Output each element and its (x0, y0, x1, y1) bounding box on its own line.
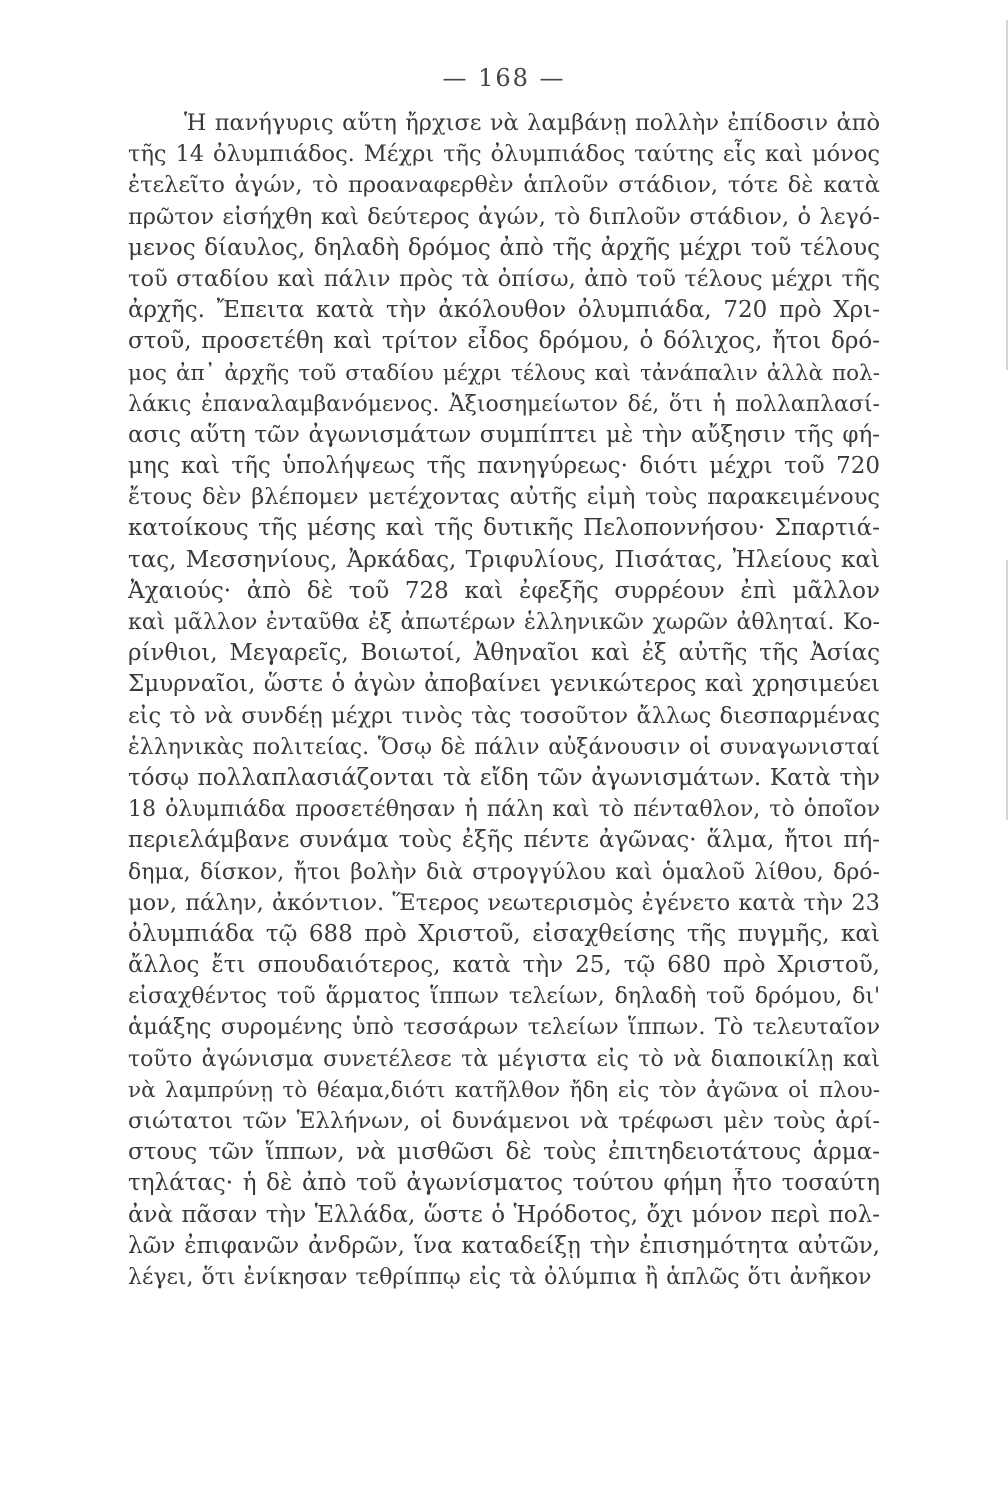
text-line: ασις αὕτη τῶν ἀγωνισμάτων συμπίπτει μὲ τὴν αὔξησιν τῆς φή- (128, 421, 880, 448)
text-line: τοῦ σταδίου καὶ πάλιν πρὸς τὰ ὀπίσω, ἀπὸ τοῦ τέλους μέχρι τῆς (128, 265, 880, 292)
text-line: τας, Μεσσηνίους, Ἀρκάδας, Τριφυλίους, Πισάτας, Ἠλείους καὶ (128, 546, 880, 573)
text-line: ἐτελεῖτο ἀγών, τὸ προαναφερθὲν ἁπλοῦν στάδιον, τότε δὲ κατὰ (128, 172, 880, 199)
text-line: στοῦ, προσετέθη καὶ τρίτον εἶδος δρόμου, ὁ δόλιχος, ἤτοι δρό- (128, 328, 880, 355)
text-line: τοῦτο ἀγώνισμα συνετέλεσε τὰ μέγιστα εἰς τὸ νὰ διαποικίλῃ καὶ (128, 1046, 880, 1072)
text-line: καὶ μᾶλλον ἐνταῦθα ἐξ ἀπωτέρων ἑλληνικῶν χωρῶν ἀθληταί. Κο- (128, 610, 880, 635)
text-line: Ἡ πανήγυρις αὕτη ἤρχισε νὰ λαμβάνῃ πολλὴν ἐπίδοσιν ἀπὸ (184, 110, 880, 136)
text-line: τῆς 14 ὀλυμπιάδος. Μέχρι τῆς ὀλυμπιάδος ταύτης εἷς καὶ μόνος (128, 141, 880, 168)
text-line: περιελάμβανε συνάμα τοὺς ἐξῆς πέντε ἀγῶνας· ἅλμα, ἤτοι πή- (128, 827, 880, 854)
text-line: δημα, δίσκον, ἤτοι βολὴν διὰ στρογγύλου καὶ ὁμαλοῦ λίθου, δρό- (128, 859, 880, 885)
text-line: κατοίκους τῆς μέσης καὶ τῆς δυτικῆς Πελοποννήσου· Σπαρτιά- (128, 515, 880, 542)
text-line: τόσῳ πολλαπλασιάζονται τὰ εἴδη τῶν ἀγωνισμάτων. Κατὰ τὴν (128, 764, 880, 791)
text-line: λάκις ἐπαναλαμβανόμενος. Ἀξιοσημείωτον δέ, ὅτι ἡ πολλαπλασί- (128, 391, 880, 417)
text-line: λέγει, ὅτι ἐνίκησαν τεθρίππῳ εἰς τὰ ὀλύμπια ἢ ἁπλῶς ὅτι ἀνῆκον (128, 1264, 872, 1290)
text-line: μενος δίαυλος, δηλαδὴ δρόμος ἀπὸ τῆς ἀρχῆς μέχρι τοῦ τέλους (128, 234, 880, 261)
text-line: μον, πάλην, ἀκόντιον. Ἕτερος νεωτερισμὸς ἐγένετο κατὰ τὴν 23 (128, 889, 880, 916)
body-text (128, 108, 880, 1293)
text-line: μος ἀπ᾽ ἀρχῆς τοῦ σταδίου μέχρι τέλους καὶ τἀνάπαλιν ἀλλὰ πολ- (128, 360, 880, 386)
text-line: λῶν ἐπιφανῶν ἀνδρῶν, ἵνα καταδείξῃ τὴν ἐπισημότητα αὐτῶν, (128, 1232, 880, 1259)
text-line: εἰσαχθέντος τοῦ ἅρματος ἵππων τελείων, δηλαδὴ τοῦ δρόμου, δι' (128, 984, 880, 1010)
text-line: νὰ λαμπρύνῃ τὸ θέαμα,διότι κατῆλθον ἤδη εἰς τὸν ἀγῶνα οἱ πλου- (128, 1077, 880, 1103)
text-line: 18 ὀλυμπιάδα προσετέθησαν ἡ πάλη καὶ τὸ πένταθλον, τὸ ὁποῖον (128, 797, 880, 823)
text-line: ἀνὰ πᾶσαν τὴν Ἑλλάδα, ὥστε ὁ Ἡρόδοτος, ὄχι μόνον περὶ πολ- (128, 1201, 880, 1228)
text-line: στους τῶν ἵππων, νὰ μισθῶσι δὲ τοὺς ἐπιτηδειοτάτους ἁρμα- (128, 1139, 880, 1166)
page-number: — 168 — (442, 64, 566, 92)
text-line: ρίνθιοι, Μεγαρεῖς, Βοιωτοί, Ἀθηναῖοι καὶ ἐξ αὐτῆς τῆς Ἀσίας (128, 640, 880, 667)
text-line: ἁμάξης συρομένης ὑπὸ τεσσάρων τελείων ἵππων. Τὸ τελευταῖον (128, 1014, 880, 1041)
text-line: Ἀχαιούς· ἀπὸ δὲ τοῦ 728 καὶ ἐφεξῆς συρρέουν ἐπὶ μᾶλλον (128, 577, 880, 604)
text-line: ἀρχῆς. Ἔπειτα κατὰ τὴν ἀκόλουθον ὀλυμπιάδα, 720 πρὸ Χρι- (128, 297, 880, 324)
text-line: μης καὶ τῆς ὑπολήψεως τῆς πανηγύρεως· διότι μέχρι τοῦ 720 (128, 453, 880, 480)
text-line: τηλάτας· ἡ δὲ ἀπὸ τοῦ ἀγωνίσματος τούτου φήμη ἦτο τοσαύτη (128, 1170, 880, 1197)
text-line: ὀλυμπιάδα τῷ 688 πρὸ Χριστοῦ, εἰσαχθείσης τῆς πυγμῆς, καὶ (128, 920, 880, 947)
text-line: σιώτατοι τῶν Ἑλλήνων, οἱ δυνάμενοι νὰ τρέφωσι μὲν τοὺς ἀρί- (128, 1108, 880, 1134)
text-line: ἔτους δὲν βλέπομεν μετέχοντας αὐτῆς εἰμὴ τοὺς παρακειμένους (128, 484, 880, 511)
text-line: ἄλλος ἔτι σπουδαιότερος, κατὰ τὴν 25, τῷ 680 πρὸ Χριστοῦ, (128, 952, 880, 979)
text-line: ἑλληνικὰς πολιτείας. Ὅσῳ δὲ πάλιν αὐξάνουσιν οἱ συναγωνισταί (128, 734, 880, 760)
text-line: Σμυρναῖοι, ὥστε ὁ ἀγὼν ἀποβαίνει γενικώτερος καὶ χρησιμεύει (128, 671, 880, 698)
text-line: πρῶτον εἰσήχθη καὶ δεύτερος ἀγών, τὸ διπλοῦν στάδιον, ὁ λεγό- (128, 203, 880, 230)
text-line: εἰς τὸ νὰ συνδέῃ μέχρι τινὸς τὰς τοσοῦτον ἄλλως διεσπαρμένας (128, 702, 880, 729)
